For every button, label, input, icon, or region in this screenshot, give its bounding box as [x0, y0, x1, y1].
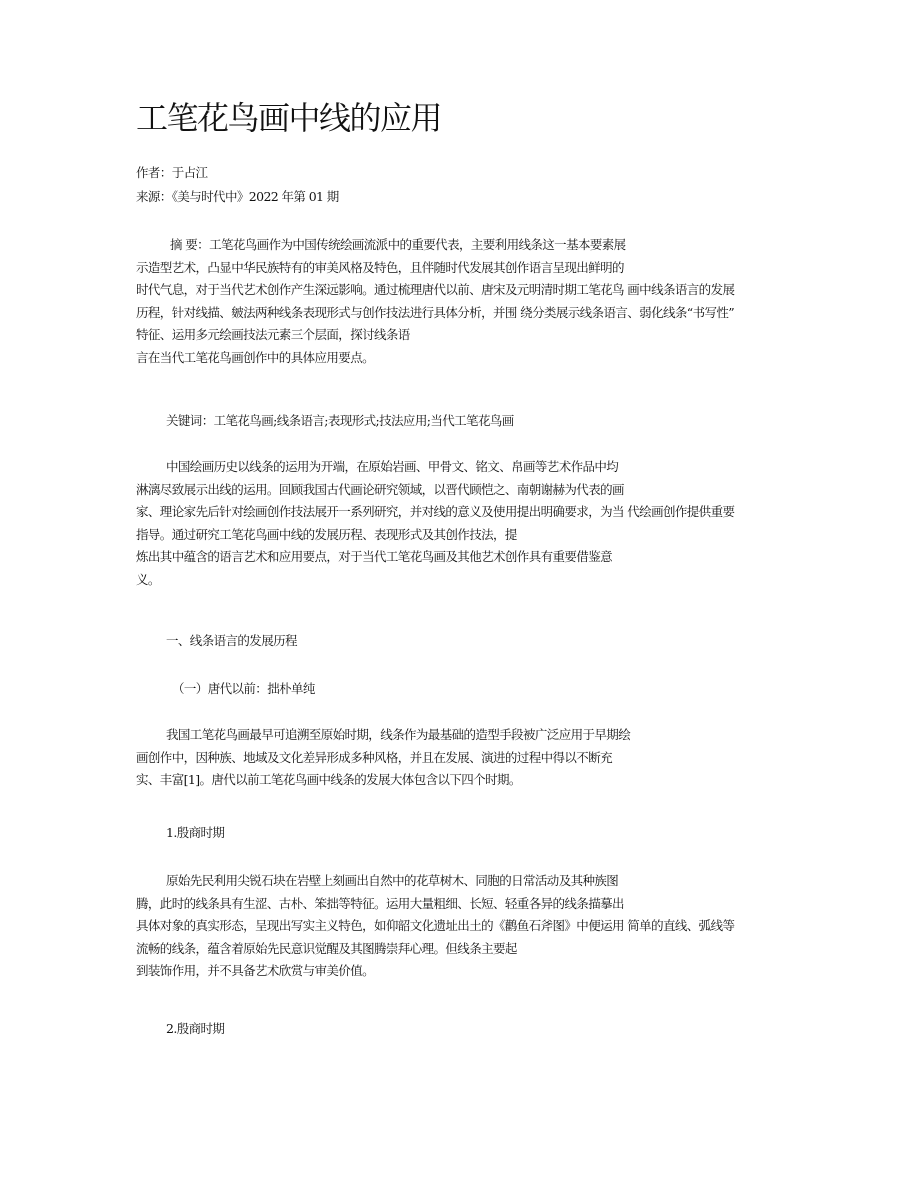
- abstract-line: 历程，针对线描、皴法两种线条表现形式与创作技法进行具体分析，并围 绕分类展示线条语言、弱化线条“书写性”: [136, 304, 735, 320]
- intro-line: 义。: [136, 571, 160, 587]
- period1-paragraph: [136, 870, 734, 983]
- period1-line: 具体对象的真实形态，呈现出写实主义特色，如仰韶文化遗址出土的《鹳鱼石斧图》中便运用 简单的直线、弧线等: [136, 918, 735, 933]
- period1-line: 腾，此时的线条具有生涩、古朴、笨拙等特征。运用大量粗细、长短、轻重各异的线条描摹出: [136, 895, 624, 911]
- intro-line: 指导。通过研究工笔花鸟画中线的发展历程、表现形式及其创作技法，提: [136, 526, 517, 542]
- intro-line: 中国绘画历史以线条的运用为开端，在原始岩画、甲骨文、铭文、帛画等艺术作品中均: [166, 459, 619, 474]
- period1-line: 到装饰作用，并不具备艺术欣赏与审美价值。: [136, 963, 375, 978]
- section-heading: 一、线条语言的发展历程: [166, 633, 297, 648]
- intro-line: 家、理论家先后针对绘画创作技法展开一系列研究，并对线的意义及使用提出明确要求，为当 代绘画创作提供重要: [136, 504, 735, 519]
- keywords: 关键词：工笔花鸟画;线条语言;表现形式;技法应用;当代工笔花鸟画: [166, 413, 514, 428]
- section1-line: 我国工笔花鸟画最早可追溯至原始时期，线条作为最基础的造型手段被广泛应用于早期绘: [166, 727, 631, 742]
- abstract-line: 摘 要：工笔花鸟画作为中国传统绘画流派中的重要代表，主要利用线条这一基本要素展: [170, 237, 626, 252]
- period1-line: 流畅的线条，蕴含着原始先民意识觉醒及其图腾崇拜心理。但线条主要起: [136, 940, 517, 956]
- period1-line: 原始先民利用尖锐石块在岩壁上刻画出自然中的花草树木、同胞的日常活动及其种族图: [166, 873, 619, 888]
- article-source: 来源：《美与时代中》2022 年第 01 期: [136, 189, 339, 204]
- abstract-line: 时代气息，对于当代艺术创作产生深远影响。通过梳理唐代以前、唐宋及元明清时期工笔花鸟 画中线条语言的发展: [136, 282, 735, 297]
- article-author: 作者：于占江: [136, 165, 208, 180]
- section1-paragraph: [136, 724, 630, 792]
- section1-line: 实、丰富[1]。唐代以前工笔花鸟画中线条的发展大体包含以下四个时期。: [136, 772, 521, 787]
- article-title: 工笔花鸟画中线的应用: [136, 99, 442, 137]
- period-heading: 2.殷商时期: [166, 1021, 225, 1036]
- period-heading: 1.殷商时期: [166, 825, 225, 840]
- intro-line: 炼出其中蕴含的语言艺术和应用要点，对于当代工笔花鸟画及其他艺术创作具有重要借鉴意: [136, 549, 613, 564]
- intro-paragraph: [136, 456, 734, 591]
- intro-line: 淋漓尽致展示出线的运用。回顾我国古代画论研究领域，以晋代顾恺之、南朝谢赫为代表的画: [136, 481, 624, 497]
- abstract-line: 特征、运用多元绘画技法元素三个层面，探讨线条语: [136, 327, 410, 342]
- subsection-heading: （一）唐代以前：拙朴单纯: [172, 681, 315, 696]
- section1-line: 画创作中，因种族、地域及文化差异形成多种风格，并且在发展、演进的过程中得以不断充: [136, 749, 613, 765]
- abstract-paragraph: [136, 234, 734, 369]
- abstract-line: 言在当代工笔花鸟画创作中的具体应用要点。: [136, 349, 375, 365]
- abstract-line: 示造型艺术，凸显中华民族特有的审美风格及特色，且伴随时代发展其创作语言呈现出鲜明的: [136, 259, 624, 275]
